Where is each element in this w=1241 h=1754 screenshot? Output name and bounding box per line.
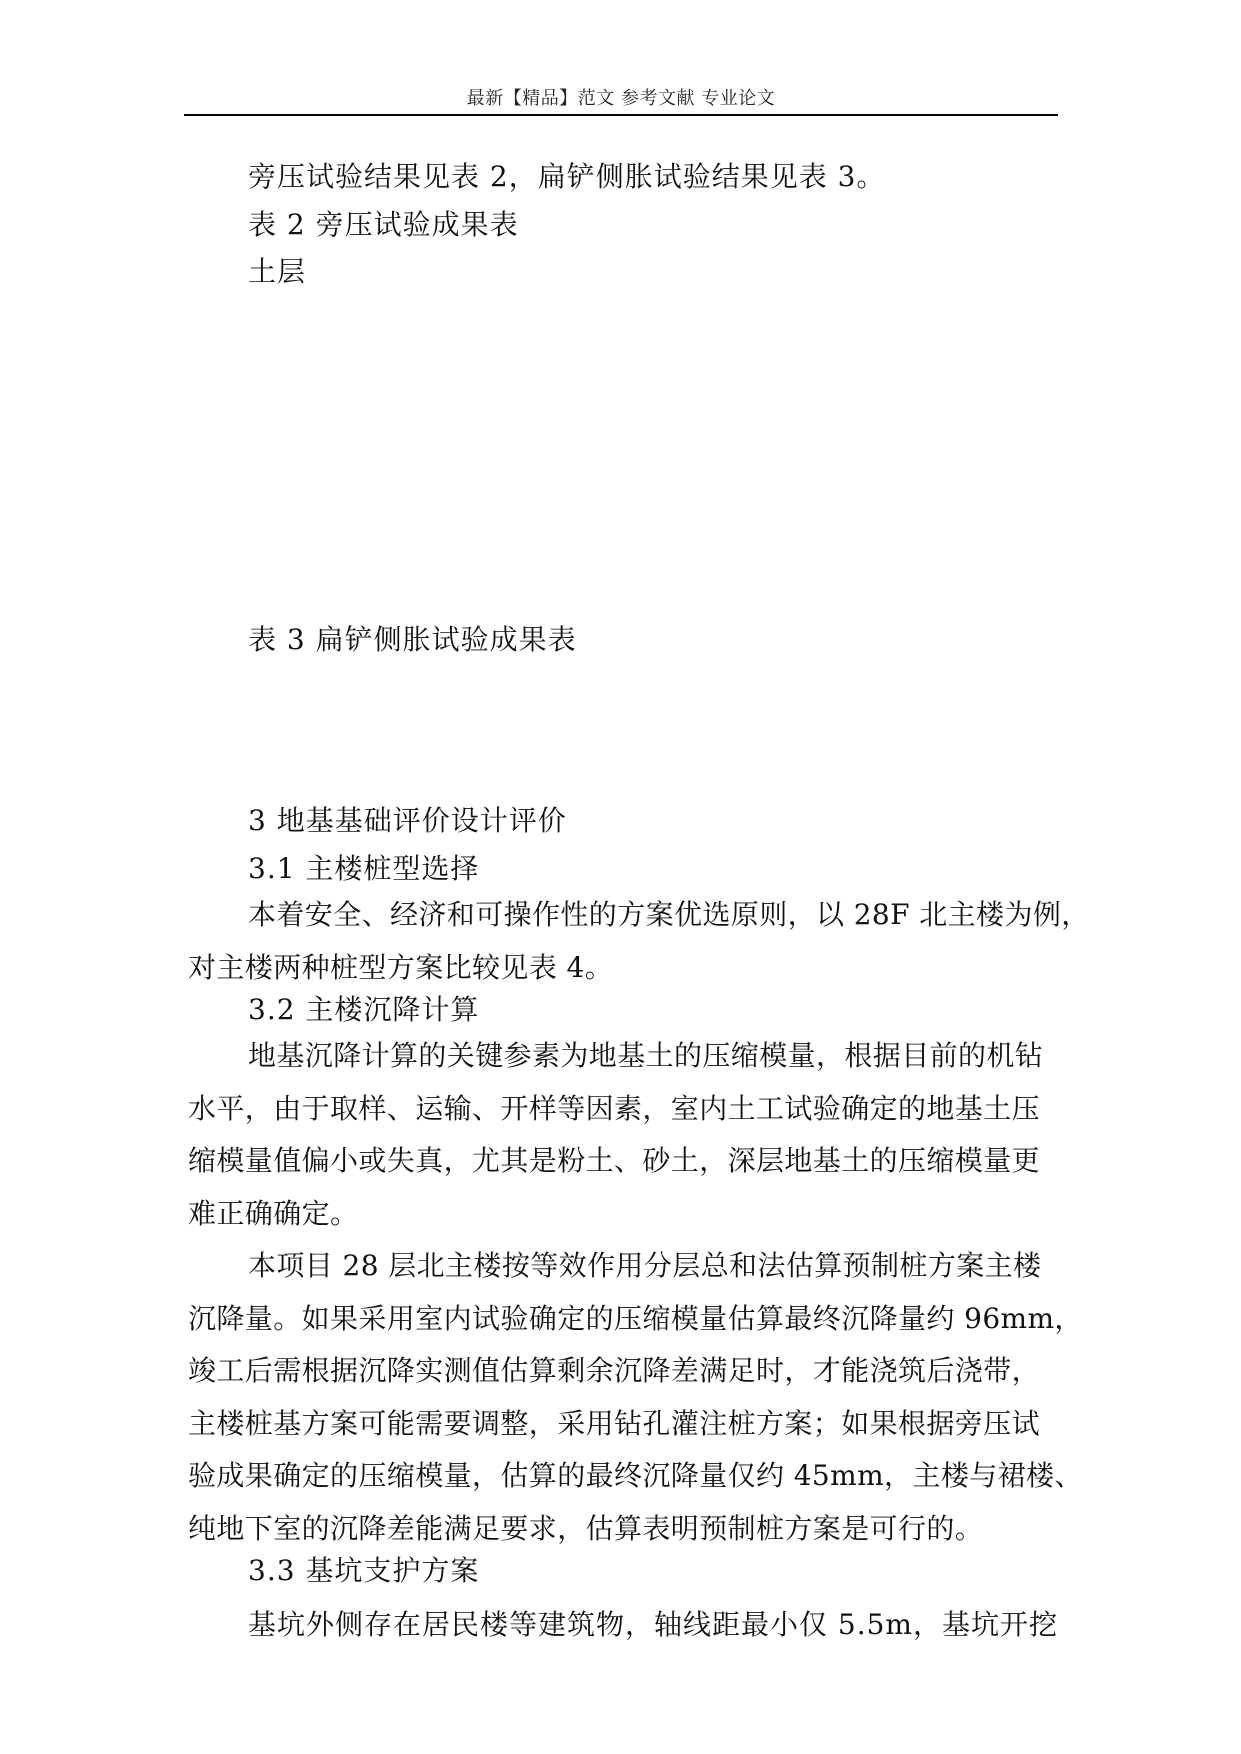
paragraph-line: 本着安全、经济和可操作性的方案优选原则，以 28F 北主楼为例， [248,898,1090,931]
paragraph-line: 缩模量值偏小或失真，尤其是粉土、砂土，深层地基土的压缩模量更 [188,1144,1041,1177]
paragraph-line: 难正确确定。 [188,1196,359,1230]
table-3-caption: 表 3 扁铲侧胀试验成果表 [248,623,577,656]
paragraph-line: 沉降量。如果采用室内试验确定的压缩模量估算最终沉降量约 96mm， [188,1301,1083,1335]
table-2-column-soil: 土层 [248,255,307,288]
paragraph-settlement-params [188,1030,1058,1240]
paragraph-line: 水平，由于取样、运输、开样等因素，室内土工试验确定的地基土压 [188,1091,1041,1125]
paragraph-settlement-calc [188,1240,1083,1555]
page-header: 最新【精品】范文 参考文献 专业论文 [466,88,776,109]
paragraph-line: 对主楼两种桩型方案比较见表 4。 [188,950,614,984]
section-3-2-heading: 3.2 主楼沉降计算 [248,993,480,1026]
section-3-heading: 3 地基基础评价设计评价 [248,804,567,837]
paragraph-line: 纯地下室的沉降差能满足要求，估算表明预制桩方案是可行的。 [188,1511,984,1545]
paragraph-pile-selection [188,889,1090,994]
intro-line: 旁压试验结果见表 2，扁铲侧胀试验结果见表 3。 [248,160,886,193]
table-2-caption: 表 2 旁压试验成果表 [248,208,519,241]
section-3-3-heading: 3.3 基坑支护方案 [248,1554,480,1587]
paragraph-line: 主楼桩基方案可能需要调整，采用钻孔灌注桩方案；如果根据旁压试 [188,1406,1041,1440]
paragraph-line: 地基沉降计算的关键参素为地基土的压缩模量，根据目前的机钻 [248,1039,1044,1072]
paragraph-line: 竣工后需根据沉降实测值估算剩余沉降差满足时，才能浇筑后浇带， [188,1354,1041,1387]
header-rule [184,114,1058,116]
paragraph-line: 验成果确定的压缩模量，估算的最终沉降量仅约 45mm，主楼与裙楼、 [188,1459,1083,1492]
paragraph-line: 本项目 28 层北主楼按等效作用分层总和法估算预制桩方案主楼 [248,1249,1042,1282]
section-3-1-heading: 3.1 主楼桩型选择 [248,852,480,885]
paragraph-excavation-start: 基坑外侧存在居民楼等建筑物，轴线距最小仅 5.5m，基坑开挖 [248,1608,1058,1641]
